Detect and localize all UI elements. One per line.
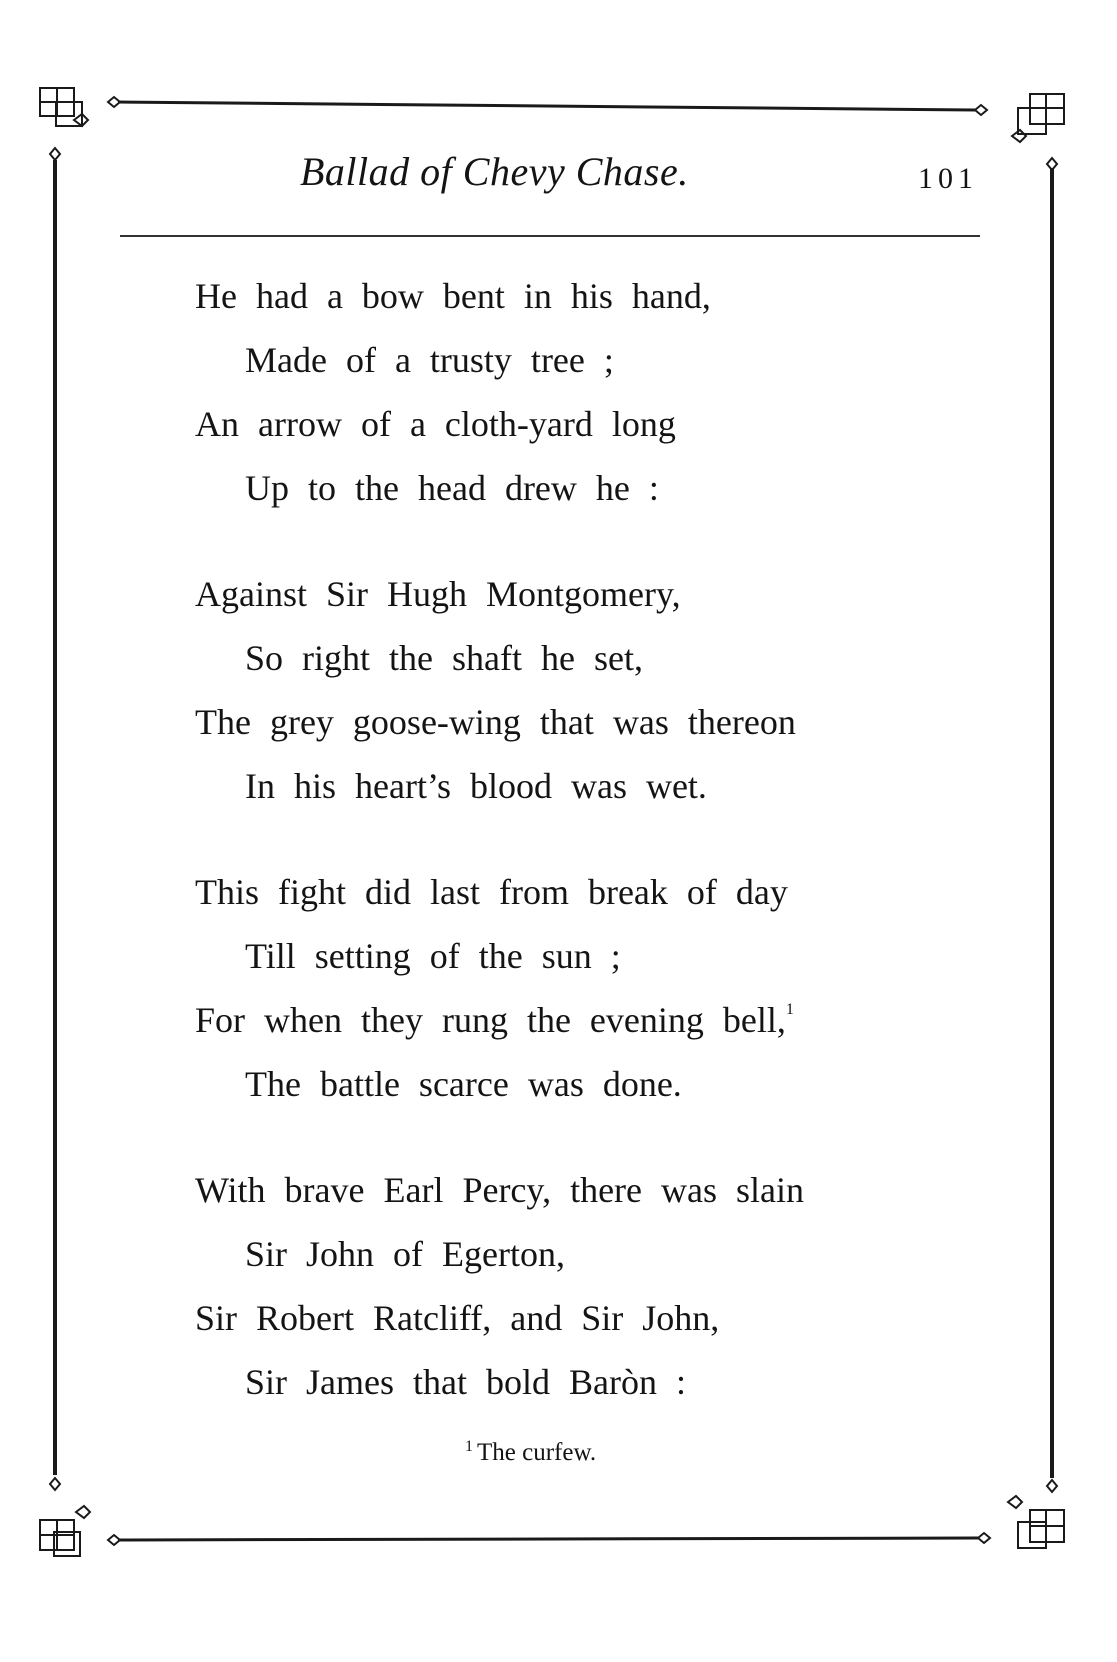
verse-line: With brave Earl Percy, there was slain — [195, 1170, 804, 1210]
verse-line: Against Sir Hugh Montgomery, — [195, 574, 681, 614]
corner-ornament-top-left — [40, 88, 120, 160]
verse-line: Made of a trusty tree ; — [245, 340, 614, 380]
verse-line: The battle scarce was done. — [245, 1064, 682, 1104]
verse-line: This fight did last from break of day — [195, 872, 788, 912]
page-number: 101 — [918, 162, 978, 195]
header-rule — [120, 235, 980, 237]
verse-line: Up to the head drew he : — [245, 468, 659, 508]
corner-ornament-top-right — [975, 94, 1064, 170]
verse-line: Sir James that bold Baròn : — [245, 1362, 686, 1402]
verse-line: Sir Robert Ratcliff, and Sir John, — [195, 1298, 720, 1338]
verse-line: So right the shaft he set, — [245, 638, 643, 678]
stanza-3 — [195, 860, 975, 1116]
corner-ornament-bottom-right — [978, 1480, 1064, 1548]
verse-line: Till setting of the sun ; — [245, 936, 621, 976]
stanza-1 — [195, 264, 975, 520]
verse-line — [195, 988, 975, 1052]
footnote — [465, 1438, 765, 1467]
footnote-mark: 1 — [465, 1438, 473, 1455]
footnote-reference: 1 — [785, 1001, 794, 1018]
corner-ornament-bottom-left — [40, 1478, 120, 1556]
running-title: Ballad of Chevy Chase. — [300, 149, 689, 194]
stanza-2 — [195, 562, 975, 818]
verse-line: He had a bow bent in his hand, — [195, 276, 711, 316]
verse-line: The grey goose-wing that was thereon — [195, 702, 796, 742]
footnote-text: The curfew. — [477, 1439, 597, 1466]
verse-line: In his heart’s blood was wet. — [245, 766, 707, 806]
verse-line: An arrow of a cloth-yard long — [195, 404, 676, 444]
verse-line-text: For when they rung the evening bell, — [195, 1000, 786, 1040]
stanza-4 — [195, 1158, 975, 1414]
verse-line: Sir John of Egerton, — [245, 1234, 565, 1274]
